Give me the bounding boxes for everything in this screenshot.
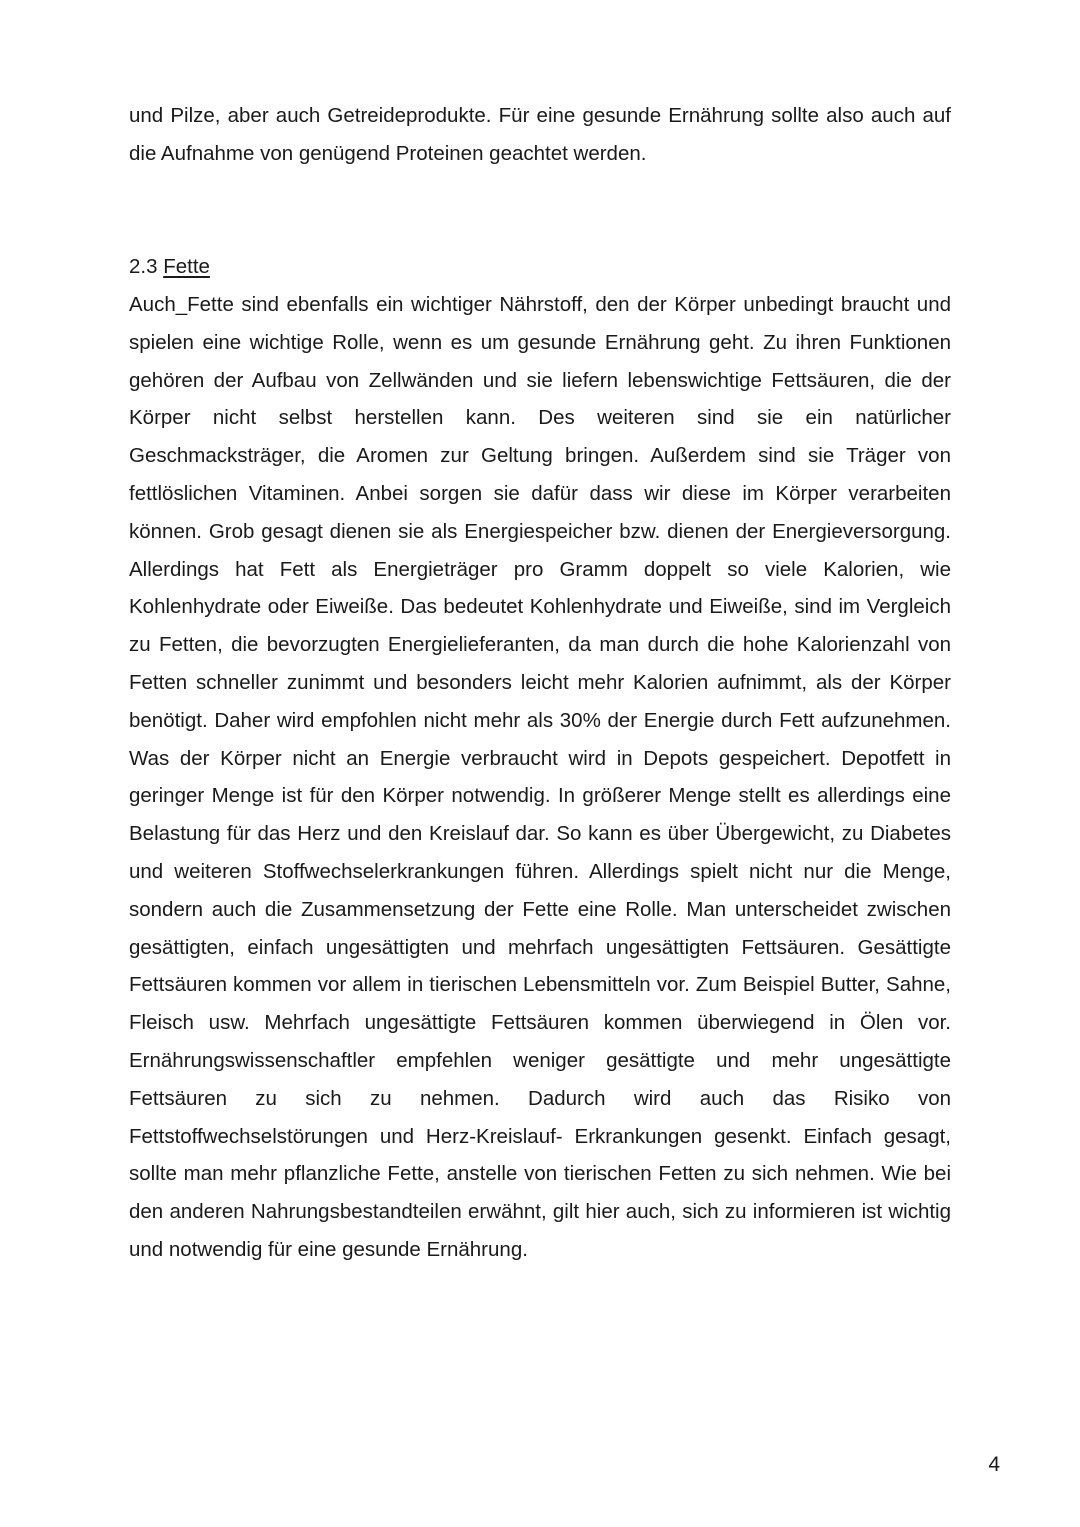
section-heading [129, 248, 210, 286]
body-paragraph: Auch_Fette sind ebenfalls ein wichtiger Nährstoff, den der Körper unbedingt braucht und spielen eine wichtige Rolle, wenn es um gesunde Ernährung geht. Zu ihren Funktionen gehören der Aufbau von Zellwänden und sie liefern lebenswichtige Fettsäuren, die der Körper nicht selbst herstellen kann. Des weiteren sind sie ein natürlicher Geschmacksträger, die Aromen zur Geltung bringen. Außerdem sind sie Träger von fettlöslichen Vitaminen. Anbei sorgen sie dafür dass wir diese im Körper verarbeiten können. Grob gesagt dienen sie als Energiespeicher bzw. dienen der Energieversorgung. Allerdings hat Fett als Energieträger pro Gramm doppelt so viele Kalorien, wie Kohlenhydrate oder Eiweiße. Das bedeutet Kohlenhydrate und Eiweiße, sind im Vergleich zu Fetten, die bevorzugten Energielieferanten, da man durch die hohe Kalorienzahl von Fetten schneller zunimmt und besonders leicht mehr Kalorien aufnimmt, als der Körper benötigt. Daher wird empfohlen nicht mehr als 30% der Energie durch Fett aufzunehmen. Was der Körper nicht an Energie verbraucht wird in Depots gespeichert. Depotfett in geringer Menge ist für den Körper notwendig. In größerer Menge stellt es allerdings eine Belastung für das Herz und den Kreislauf dar. So kann es über Übergewicht, zu Diabetes und weiteren Stoffwechselerkrankungen führen. Allerdings spielt nicht nur die Menge, sondern auch die Zusammensetzung der Fette eine Rolle. Man unterscheidet zwischen gesättigten, einfach ungesättigten und mehrfach ungesättigten Fettsäuren. Gesättigte Fettsäuren kommen vor allem in tierischen Lebensmitteln vor. Zum Beispiel Butter, Sahne, Fleisch usw. Mehrfach ungesättigte Fettsäuren kommen überwiegend in Ölen vor. Ernährungswissenschaftler empfehlen weniger gesättigte und mehr ungesättigte Fettsäuren zu sich zu nehmen. Dadurch wird auch das Risiko von Fettstoffwechselstörungen und Herz-Kreislauf- Erkrankungen gesenkt. Einfach gesagt, sollte man mehr pflanzliche Fette, anstelle von tierischen Fetten zu sich nehmen. Wie bei den anderen Nahrungsbestandteilen erwähnt, gilt hier auch, sich zu informieren ist wichtig und notwendig für eine gesunde Ernährung. [129, 293, 951, 1261]
intro-paragraph: und Pilze, aber auch Getreideprodukte. Für eine gesunde Ernährung sollte also auch auf die Aufnahme von genügend Proteinen geachtet werden. [129, 104, 951, 165]
section-title: Fette [163, 255, 210, 278]
page-number: 4 [988, 1453, 1000, 1476]
section-number: 2.3 [129, 255, 158, 278]
